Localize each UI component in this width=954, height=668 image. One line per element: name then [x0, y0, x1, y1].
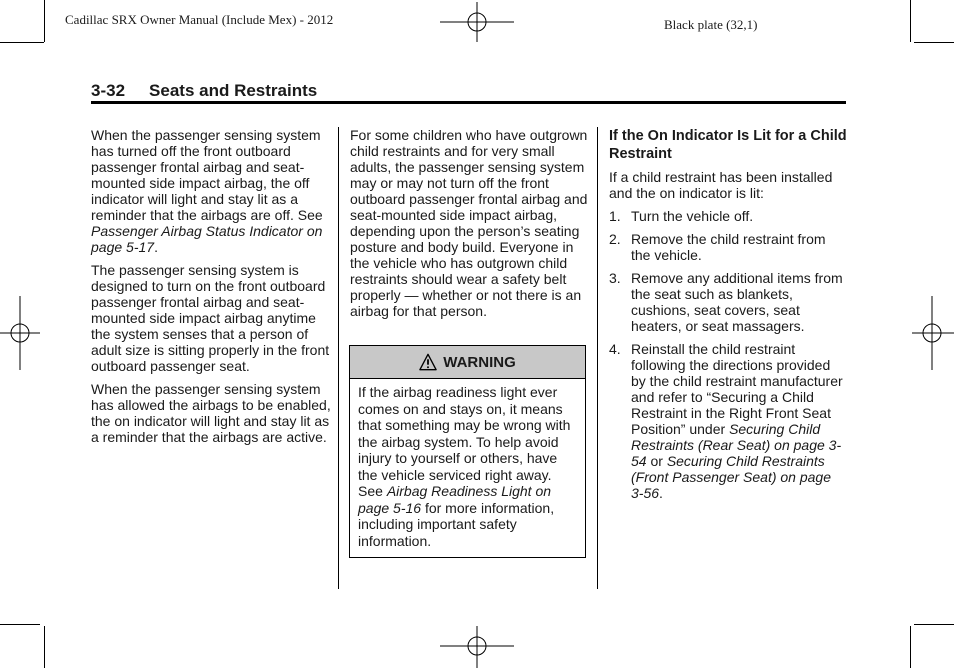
crop-mark	[914, 42, 954, 43]
crop-mark	[44, 0, 45, 42]
title-rule	[91, 101, 846, 104]
list-item: 1. Turn the vehicle off.	[609, 208, 754, 224]
warning-text: If the airbag readiness light ever comes on and stays on, it means that something may be wrong with the airbag system. To help avoid injury to yourself or others, have the vehicle serviced right away. See Airbag Readiness Light on page 5-16 for more information, including important safety information.	[358, 384, 571, 549]
column-3	[609, 127, 847, 508]
page-number: 3-32	[91, 81, 126, 100]
paragraph: The passenger sensing system is designed to turn on the front outboard passenger frontal airbag and seat-mounted side impact airbag anytime the system senses that a person of adult size is sitting properly in the front outboard passenger seat.	[91, 262, 330, 374]
crop-mark	[910, 626, 911, 668]
cross-reference-link[interactable]: Securing Child Restraints (Front Passenger Seat) on page 3-56	[631, 453, 832, 501]
document-title: Cadillac SRX Owner Manual (Include Mex) - 2012	[65, 12, 334, 27]
crop-mark	[44, 626, 45, 668]
column-2	[350, 127, 588, 326]
cross-reference-link[interactable]: Passenger Airbag Status Indicator on page 5-17	[91, 223, 323, 255]
crop-mark	[0, 42, 44, 43]
list-item: 3. Remove any additional items from the seat such as blankets, cushions, seat covers, seat heaters, or seat massagers.	[609, 270, 843, 334]
registration-mark-icon	[912, 296, 954, 370]
list-item: 4. Reinstall the child restraint following the directions provided by the child restraint manufacturer and refer to “Securing a Child Restraint in the Right Front Seat Position” under Securing Child Restraints (Rear Seat) on page 3-54 or Securing Child Restraints (Front Passenger Seat) on page 3-56.	[609, 341, 843, 501]
cross-reference-link[interactable]: Airbag Readiness Light on page 5-16	[358, 483, 552, 516]
registration-mark-icon	[440, 2, 514, 42]
crop-mark	[910, 0, 911, 42]
registration-mark-icon	[0, 296, 40, 370]
warning-header	[350, 346, 585, 379]
list-item: 2. Remove the child restraint from the vehicle.	[609, 231, 826, 263]
paragraph: For some children who have outgrown child restraints and for very small adults, the passenger sensing system may or may not turn off the front outboard passenger frontal airbag and seat-mounted side impact airbag, depending upon the person’s seating posture and body build. Everyone in the vehicle who has outgrown child restraints should wear a safety belt properly — whether or not there is an airbag for that person.	[350, 127, 588, 319]
registration-mark-icon	[440, 626, 514, 668]
subsection-heading: If the On Indicator Is Lit for a Child Restraint	[609, 128, 847, 162]
column-divider	[338, 127, 339, 589]
steps-list	[609, 208, 847, 501]
crop-mark	[0, 624, 40, 625]
warning-label: WARNING	[443, 353, 516, 371]
crop-mark	[914, 624, 954, 625]
cross-reference-link[interactable]: Securing Child Restraints (Rear Seat) on page 3-54	[631, 421, 842, 469]
plate-label: Black plate (32,1)	[664, 17, 758, 32]
warning-box	[349, 345, 586, 558]
column-1	[91, 127, 331, 452]
paragraph: If a child restraint has been installed and the on indicator is lit:	[609, 169, 833, 201]
section-title: Seats and Restraints	[149, 81, 318, 100]
column-divider	[597, 127, 598, 589]
warning-triangle-icon	[419, 353, 437, 371]
paragraph: When the passenger sensing system has allowed the airbags to be enabled, the on indicator will light and stay lit as a reminder that the airbags are active.	[91, 381, 331, 445]
paragraph: When the passenger sensing system has turned off the front outboard passenger frontal airbag and seat-mounted side impact airbag, the off indicator will light and stay lit as a reminder that the airbags are off. See Passenger Airbag Status Indicator on page 5-17.	[91, 127, 323, 255]
section-heading	[91, 81, 317, 101]
